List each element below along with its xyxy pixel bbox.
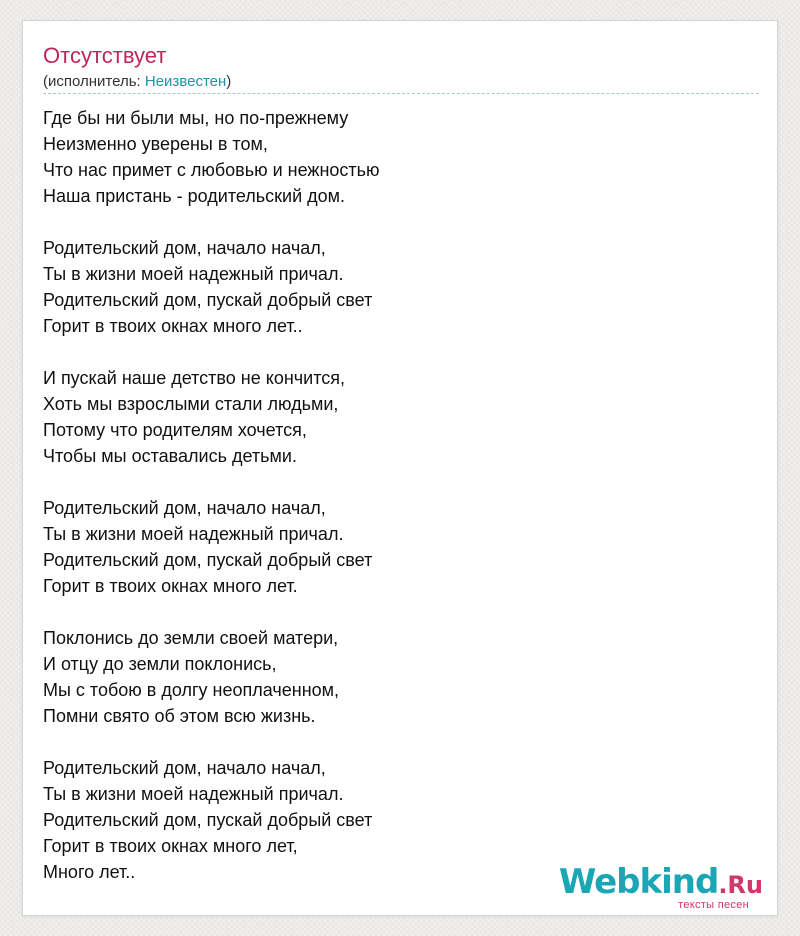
lyrics-stanza [43,625,743,729]
lyrics-card [22,20,778,916]
lyrics-line: Чтобы мы оставались детьми. [43,446,297,466]
lyrics-line: Родительский дом, пускай добрый свет [43,810,373,830]
site-logo[interactable] [558,862,771,911]
lyrics-line: Где бы ни были мы, но по-прежнему [43,108,349,128]
lyrics-line: Мы с тобою в долгу неоплаченном, [43,680,340,700]
lyrics-line: Много лет.. [43,862,136,882]
lyrics-line: Что нас примет с любовью и нежностью [43,160,380,180]
song-title: Отсутствует [43,43,167,68]
lyrics-line: Родительский дом, начало начал, [43,498,326,518]
lyrics-line: Наша пристань - родительский дом. [43,186,346,206]
lyrics-line: Родительский дом, пускай добрый свет [43,290,373,310]
artist-link[interactable]: Неизвестен [144,73,227,90]
title-divider [43,93,759,94]
lyrics-line: Родительский дом, начало начал, [43,238,326,258]
lyrics-line: Потому что родителям хочется, [43,420,307,440]
lyrics-line: И отцу до земли поклонись, [43,654,277,674]
logo-tagline: тексты песен [678,899,749,911]
lyrics-stanza [43,105,743,209]
lyrics-line: Горит в твоих окнах много лет. [43,576,298,596]
lyrics-stanza [43,495,743,599]
lyrics-line: Помни свято об этом всю жизнь. [43,706,316,726]
lyrics-line: Хоть мы взрослыми стали людьми, [43,394,339,414]
lyrics-line: И пускай наше детство не кончится, [43,368,346,388]
lyrics-line: Родительский дом, начало начал, [43,758,326,778]
lyrics-line: Горит в твоих окнах много лет.. [43,316,303,336]
lyrics-line: Ты в жизни моей надежный причал. [43,524,344,544]
artist-prefix: (исполнитель: [43,73,145,90]
lyrics-line: Поклонись до земли своей матери, [43,628,339,648]
lyrics-line: Горит в твоих окнах много лет, [43,836,298,856]
artist-line [43,73,231,91]
logo-name: Webkind [558,862,719,902]
lyrics-line: Ты в жизни моей надежный причал. [43,784,344,804]
lyrics-line: Неизменно уверены в том, [43,134,268,154]
logo-tld: .Ru [718,871,763,899]
lyrics-text [43,105,743,911]
lyrics-line: Ты в жизни моей надежный причал. [43,264,344,284]
lyrics-stanza [43,365,743,469]
lyrics-stanza [43,235,743,339]
artist-suffix: ) [226,73,232,90]
logo-wordmark [559,863,763,904]
lyrics-line: Родительский дом, пускай добрый свет [43,550,373,570]
